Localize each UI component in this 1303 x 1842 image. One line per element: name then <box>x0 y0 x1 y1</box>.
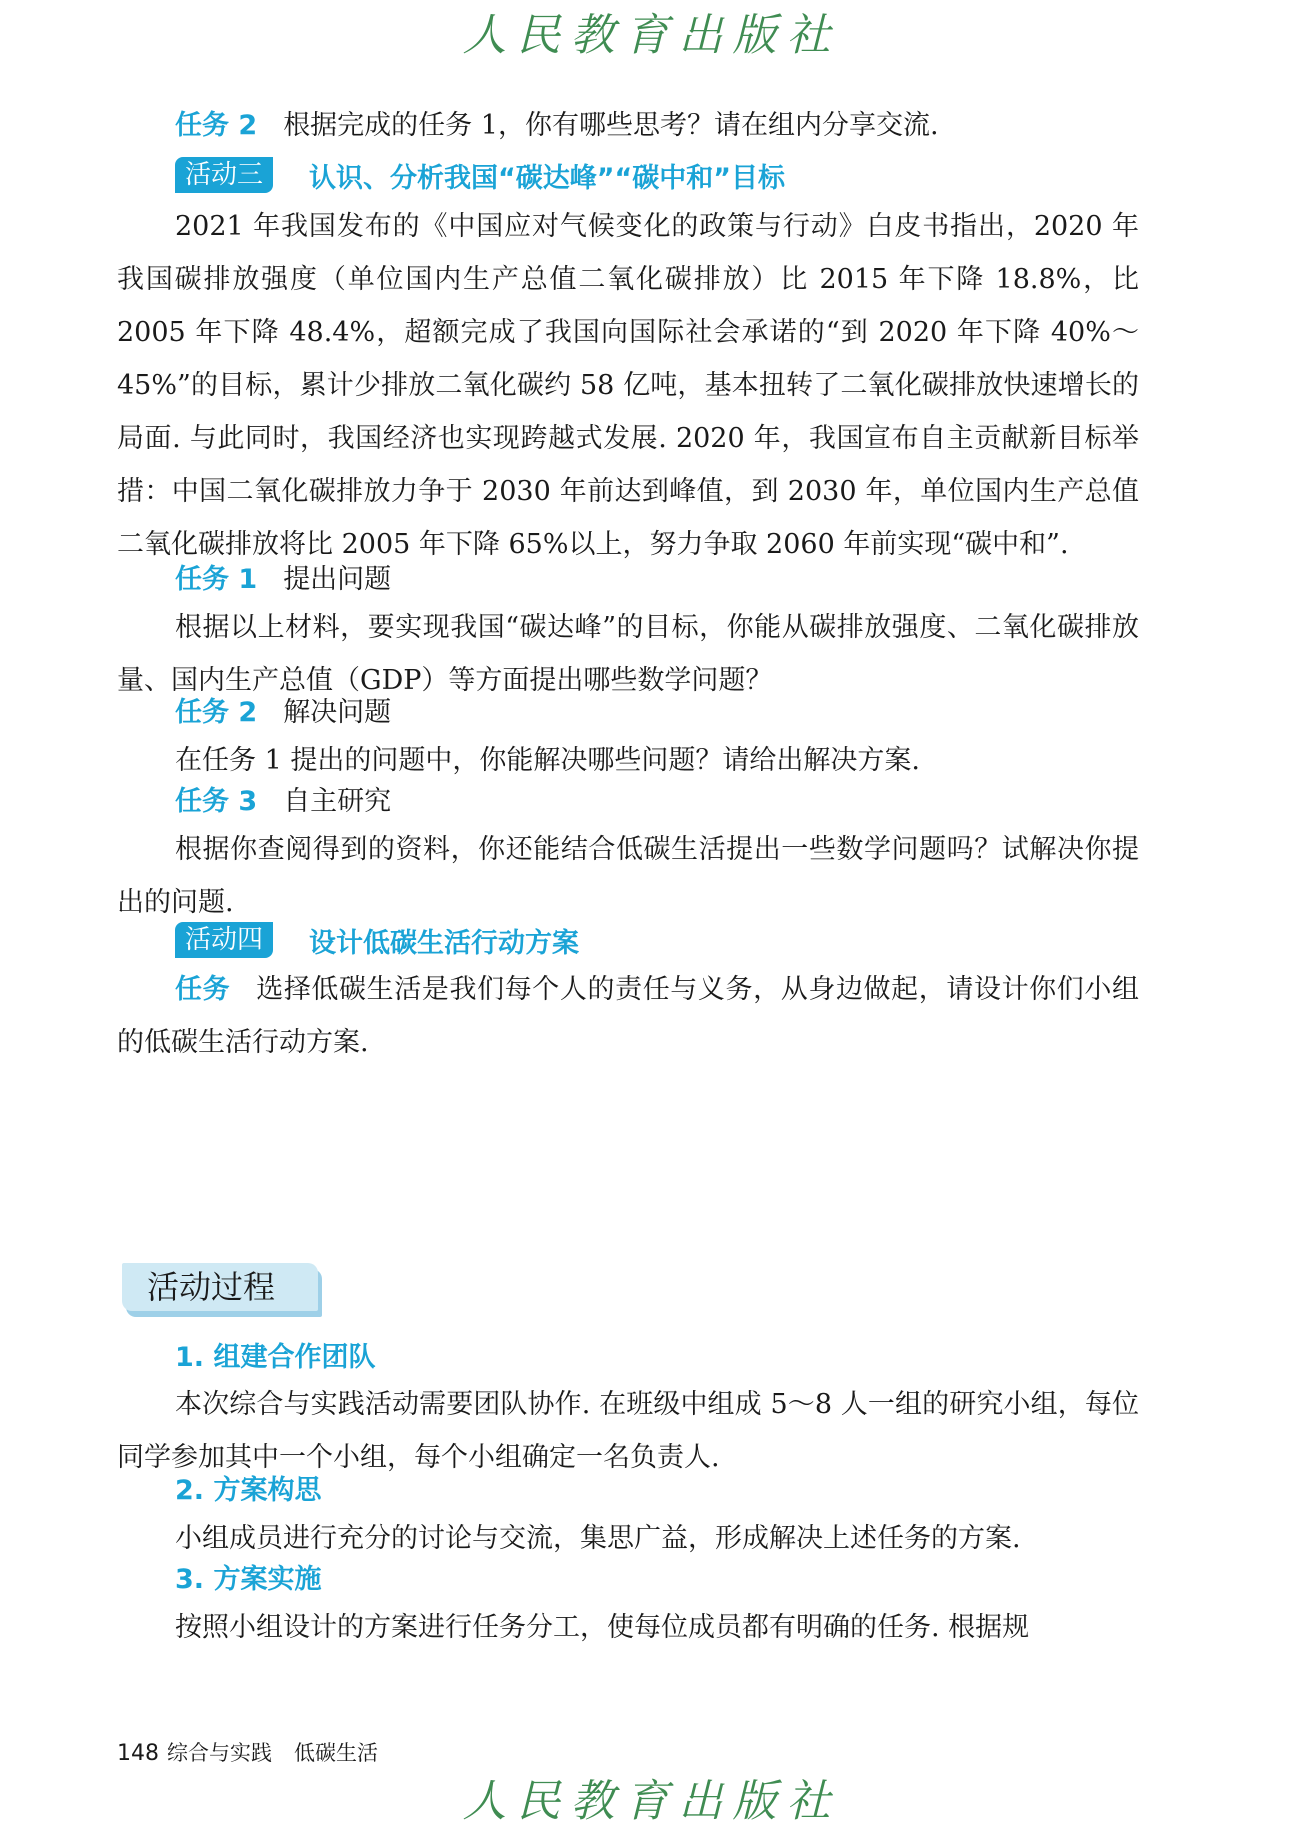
task-title: 提出问题 <box>283 564 392 595</box>
activity3-paragraph: 2021 年我国发布的《中国应对气候变化的政策与行动》白皮书指出，2020 年我国碳排放强度（单位国内生产总值二氧化碳排放）比 2015 年下降 18.8%，比 2005 年下降 48.4%，超额完成了我国向国际社会承诺的“到 2020 年下降 40%～45%”的目标，累计少排放二氧化碳约 58 亿吨，基本扭转了二氧化碳排放快速增长的局面. 与此同时，我国经济也实现跨越式发展. 2020 年，我国宣布自主贡献新目标举措：中国二氧化碳排放力争于 2030 年前达到峰值，到 2030 年，单位国内生产总值二氧化碳排放将比 2005 年下降 65%以上，努力争取 2060 年前实现“碳中和”. <box>117 211 1139 560</box>
activity3-title: 认识、分析我国“碳达峰”“碳中和”目标 <box>309 162 785 194</box>
footer-section: 综合与实践 <box>167 1741 272 1765</box>
process-step-2-text: 小组成员进行充分的讨论与交流，集思广益，形成解决上述任务的方案. <box>175 1523 1021 1554</box>
footer-topic: 低碳生活 <box>294 1741 378 1765</box>
publisher-logo-top: 人民教育出版社 <box>462 10 841 61</box>
task-title: 自主研究 <box>283 786 392 817</box>
process-step-1-text: 本次综合与实践活动需要团队协作. 在班级中组成 5～8 人一组的研究小组，每位同学参加其中一个小组，每个小组确定一名负责人. <box>117 1389 1139 1473</box>
process-step-3-title: 3. 方案实施 <box>175 1564 322 1595</box>
process-step-3-text: 按照小组设计的方案进行任务分工，使每位成员都有明确的任务. 根据规 <box>175 1612 1030 1643</box>
process-step-2-title: 2. 方案构思 <box>175 1475 322 1506</box>
activity3-heading <box>175 155 785 195</box>
page-number: 148 <box>117 1741 159 1766</box>
activity3-task1-heading <box>175 560 391 600</box>
task-label: 任务 3 <box>175 786 258 817</box>
task-text: 根据完成的任务 1，你有哪些思考？请在组内分享交流. <box>283 110 939 141</box>
task2-prev-line <box>175 106 939 146</box>
activity3-task2-text: 在任务 1 提出的问题中，你能解决哪些问题？请给出解决方案. <box>175 745 920 776</box>
activity3-task3-text: 根据你查阅得到的资料，你还能结合低碳生活提出一些数学问题吗？试解决你提出的问题. <box>117 834 1139 918</box>
activity3-task3-heading <box>175 782 391 822</box>
page-footer <box>117 1738 378 1769</box>
task-text: 选择低碳生活是我们每个人的责任与义务，从身边做起，请设计你们小组的低碳生活行动方案. <box>117 974 1140 1058</box>
activity4-heading <box>175 920 579 960</box>
task-label: 任务 2 <box>175 697 258 728</box>
activity3-task2-heading <box>175 693 391 733</box>
task-label: 任务 <box>175 974 231 1005</box>
activity3-task1-text: 根据以上材料，要实现我国“碳达峰”的目标，你能从碳排放强度、二氧化碳排放量、国内生产总值（GDP）等方面提出哪些数学问题？ <box>117 612 1139 696</box>
task-title: 解决问题 <box>283 697 392 728</box>
activity4-title: 设计低碳生活行动方案 <box>309 927 580 959</box>
task-label: 任务 2 <box>175 110 258 141</box>
publisher-logo-bottom: 人民教育出版社 <box>462 1776 841 1827</box>
activity4-badge: 活动四 <box>175 922 273 958</box>
activity3-badge: 活动三 <box>175 157 273 193</box>
task-label: 任务 1 <box>175 564 258 595</box>
process-heading: 活动过程 <box>122 1263 318 1311</box>
process-step-1-title: 1. 组建合作团队 <box>175 1342 376 1373</box>
activity4-task <box>117 963 1139 1069</box>
